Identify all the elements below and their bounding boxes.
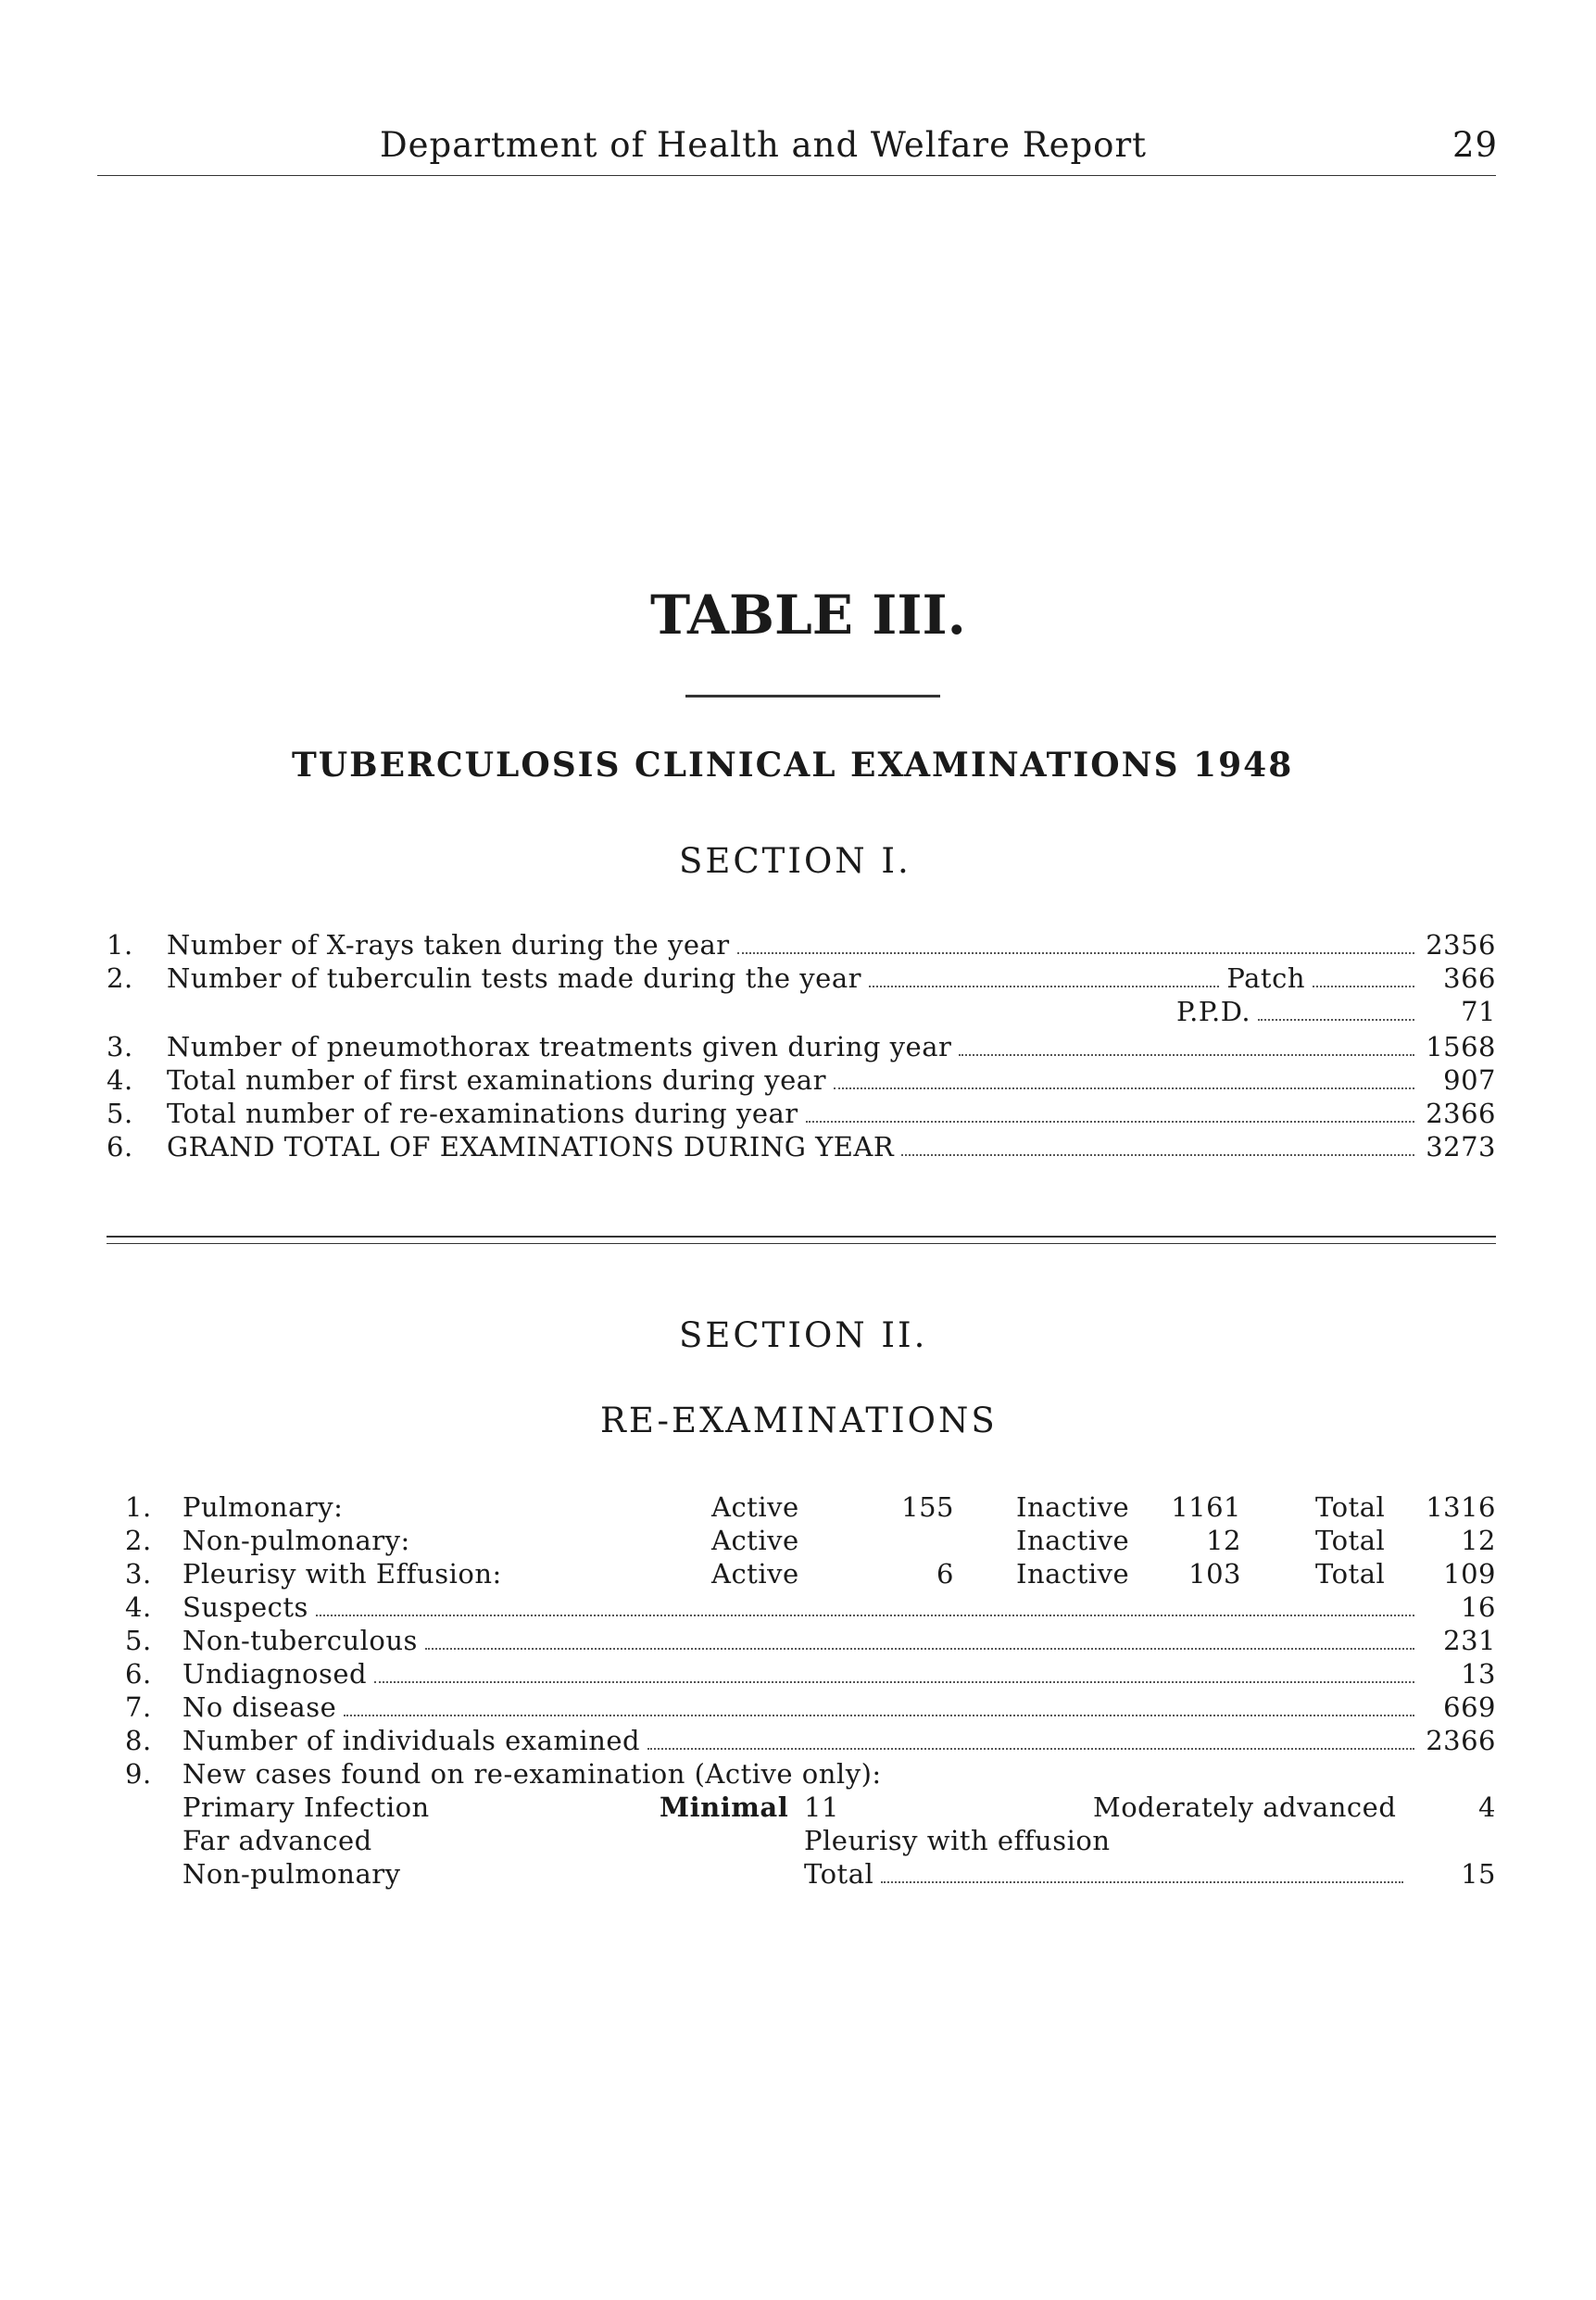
moderately-advanced-value: 4 [1478,1791,1496,1823]
leader-dots [425,1648,1414,1650]
minimal-value: 11 [804,1791,839,1823]
inactive-label: Inactive [1016,1525,1130,1556]
section-1-row [107,1064,1496,1096]
row-number: 3. [107,1031,133,1062]
section-1-subrow [1176,996,1496,1027]
status-row-label: Pleurisy with Effusion: [182,1558,502,1590]
row-value: 1568 [1426,1031,1496,1062]
leader-dots [806,1121,1414,1123]
leader-dots [344,1715,1414,1716]
total-label: Total [1315,1558,1386,1590]
section-2-row [125,1591,1496,1623]
row-label: Number of pneumothorax treatments given during year [167,1031,952,1062]
ppd-value: 71 [1461,996,1496,1027]
section-2-row [125,1691,1496,1723]
row-label: No disease [182,1691,337,1723]
row-value: 907 [1443,1064,1496,1096]
section-divider-bottom [107,1243,1496,1244]
status-row-label: Non-pulmonary: [182,1525,410,1556]
page-number: 29 [1452,125,1499,165]
section-2-row [125,1658,1496,1690]
section-1-row [107,929,1496,961]
row-number: 2. [107,962,133,994]
table-subtitle: TUBERCULOSIS CLINICAL EXAMINATIONS 1948 [292,746,1294,785]
inactive-value: 103 [1188,1558,1241,1590]
row-number: 5. [125,1625,152,1656]
row-number: 5. [107,1098,133,1129]
new-cases-number: 9. [125,1758,152,1790]
ppd-label: P.P.D. [1176,996,1251,1027]
leader-dots [901,1154,1414,1156]
status-row-number: 1. [125,1491,152,1523]
section-1-row [107,1131,1496,1163]
status-row-number: 3. [125,1558,152,1590]
section-1-row [107,1031,1496,1062]
total-value: 109 [1443,1558,1496,1590]
moderately-advanced-label: Moderately advanced [1093,1791,1397,1823]
total-value: 1316 [1426,1491,1496,1523]
leader-dots [316,1615,1414,1616]
leader-dots [881,1881,1403,1883]
status-row-number: 2. [125,1525,152,1556]
table-title: TABLE III. [650,584,966,647]
row-label: Total number of re-examinations during year [167,1098,798,1129]
row-label: Non-tuberculous [182,1625,418,1656]
patch-value: 366 [1443,962,1496,994]
non-pulmonary-label: Non-pulmonary [182,1858,401,1890]
row-label: Undiagnosed [182,1658,368,1690]
section-2-heading: SECTION II. [679,1315,928,1355]
section-1-row [107,1098,1496,1129]
row-value: 13 [1461,1658,1496,1690]
row-value: 231 [1443,1625,1496,1656]
row-value: 2366 [1426,1725,1496,1756]
minimal-label: Minimal [660,1791,789,1823]
row-value: 2356 [1426,929,1496,961]
leader-dots [647,1748,1414,1750]
row-label: Number of X-rays taken during the year [167,929,730,961]
total-label: Total [804,1858,874,1890]
active-value: 6 [936,1558,954,1590]
row-number: 6. [125,1658,152,1690]
new-cases-total-row [804,1858,1496,1890]
row-value: 16 [1461,1591,1496,1623]
total-value: 15 [1461,1858,1496,1890]
row-number: 8. [125,1725,152,1756]
row-number: 1. [107,929,133,961]
leader-dots [1258,1019,1414,1021]
row-label: Number of individuals examined [182,1725,641,1756]
active-label: Active [711,1491,799,1523]
leader-dots [374,1681,1414,1683]
row-number: 6. [107,1131,133,1163]
total-label: Total [1315,1525,1386,1556]
inactive-value: 1161 [1171,1491,1241,1523]
leader-dots [834,1087,1414,1089]
row-label: Number of tuberculin tests made during the year [167,962,861,994]
row-value: 669 [1443,1691,1496,1723]
inactive-label: Inactive [1016,1491,1130,1523]
row-number: 7. [125,1691,152,1723]
row-value: 3273 [1426,1131,1496,1163]
pleurisy-effusion-label: Pleurisy with effusion [804,1825,1111,1856]
section-1-row [107,962,1496,994]
section-1-heading: SECTION I. [679,841,911,881]
leader-dots [869,986,1219,987]
active-label: Active [711,1558,799,1590]
inactive-label: Inactive [1016,1558,1130,1590]
total-label: Total [1315,1491,1386,1523]
leader-dots [737,952,1414,954]
section-2-subheading: RE-EXAMINATIONS [600,1401,998,1440]
title-rule [685,695,940,698]
row-label: Total number of first examinations during year [167,1064,826,1096]
section-divider-top [107,1236,1496,1238]
row-label: GRAND TOTAL OF EXAMINATIONS DURING YEAR [167,1131,895,1163]
running-header-title: Department of Health and Welfare Report [380,125,1147,165]
active-value: 155 [901,1491,954,1523]
total-value: 12 [1461,1525,1496,1556]
row-value: 2366 [1426,1098,1496,1129]
section-2-row [125,1625,1496,1656]
section-2-row [125,1725,1496,1756]
leader-dots [959,1054,1414,1056]
inactive-value: 12 [1206,1525,1241,1556]
new-cases-label: New cases found on re-examination (Active only): [182,1758,882,1790]
status-row-label: Pulmonary: [182,1491,344,1523]
row-number: 4. [125,1591,152,1623]
active-label: Active [711,1525,799,1556]
row-label: Suspects [182,1591,308,1623]
patch-label: Patch [1226,962,1305,994]
row-number: 4. [107,1064,133,1096]
header-rule [97,175,1496,176]
far-advanced-label: Far advanced [182,1825,372,1856]
leader-dots [1313,986,1414,987]
primary-infection-label: Primary Infection [182,1791,430,1823]
